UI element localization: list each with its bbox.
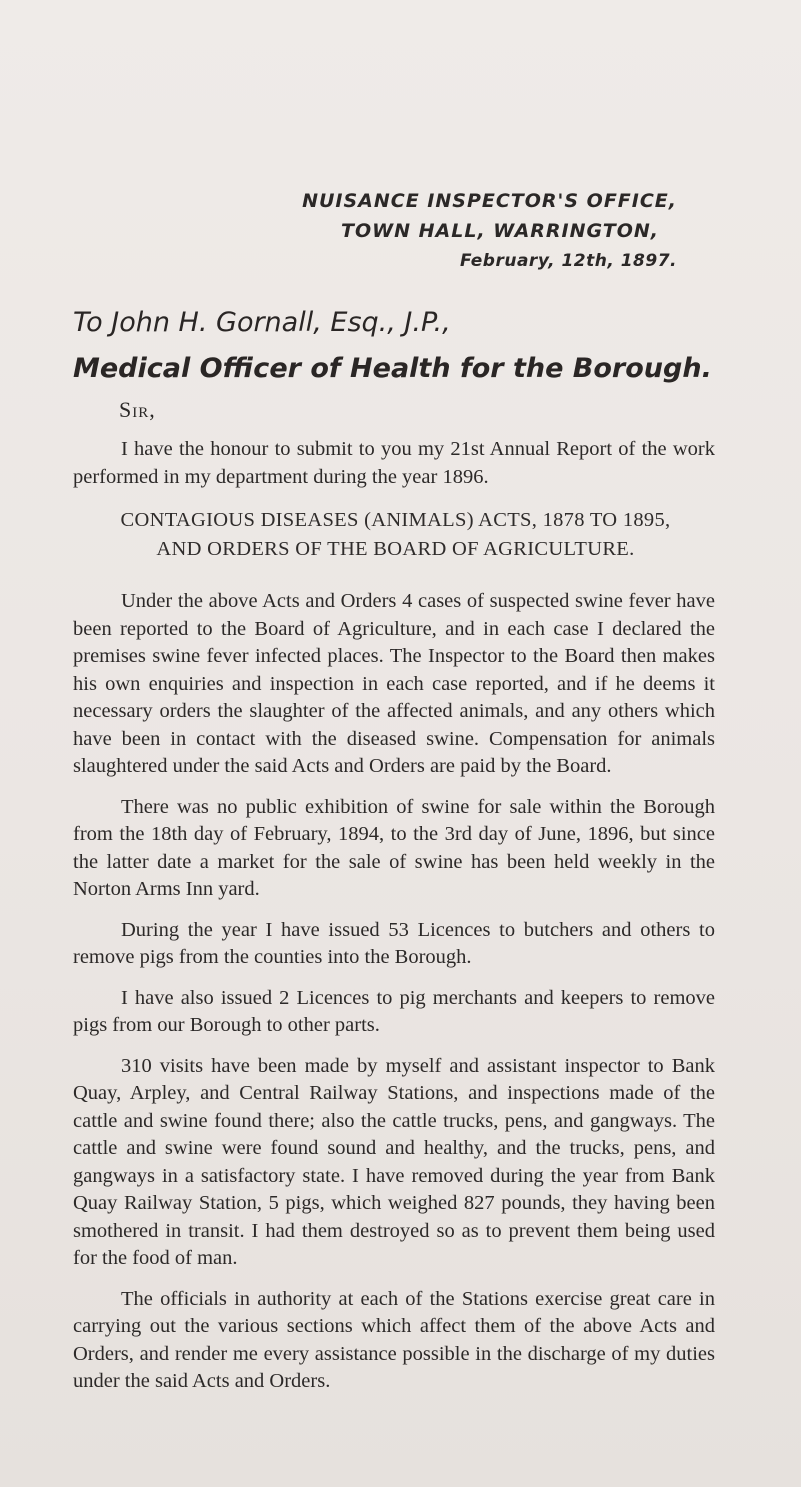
- letterhead: [302, 186, 677, 276]
- main-body: [73, 588, 715, 1409]
- intro-paragraph: I have the honour to submit to you my 21st Annual Report of the work performed in my department during the year 1896.: [73, 438, 715, 488]
- paragraph: I have also issued 2 Licences to pig merchants and keepers to remove pigs from our Borough to other parts.: [73, 986, 715, 1036]
- paragraph: 310 visits have been made by myself and assistant inspector to Bank Quay, Arpley, and Central Railway Stations, and inspections made of the cattle and swine found there; also the cattle trucks, pens, and gangways. The cattle and swine were found sound and healthy, and the trucks, pens, and gangways in a satisfactory state. I have removed during the year from Bank Quay Railway Station, 5 pigs, which weighed 827 pounds, they having been smothered in transit. I had them destroyed so as to prevent them being used for the food of man.: [73, 1054, 715, 1269]
- paragraph: There was no public exhibition of swine for sale within the Borough from the 18th day of February, 1894, to the 3rd day of June, 1896, but since the latter date a market for the sale of swine has been held weekly in the Norton Arms Inn yard.: [73, 795, 715, 900]
- section-heading-line1: CONTAGIOUS DISEASES (ANIMALS) ACTS, 1878 TO 1895,: [120, 509, 671, 531]
- addressee-name: To John H. Gornall, Esq., J.P.,: [73, 307, 451, 338]
- paragraph: During the year I have issued 53 Licences to butchers and others to remove pigs from the counties into the Borough.: [73, 918, 715, 968]
- office-address: TOWN HALL, WARRINGTON,: [341, 220, 659, 242]
- addressee-block: [73, 300, 712, 392]
- paragraph: The officials in authority at each of the Stations exercise great care in carrying out the various sections which affect them of the above Acts and Orders, and render me every assistance possible in the discharge of my duties under the said Acts and Orders.: [73, 1287, 715, 1392]
- office-name: NUISANCE INSPECTOR'S OFFICE,: [302, 190, 677, 212]
- salutation: Sir,: [119, 397, 156, 422]
- paragraph: Under the above Acts and Orders 4 cases of suspected swine fever have been reported to the Board of Agriculture, and in each case I declared the premises swine fever infected places. The Inspector to the Board then makes his own enquiries and inspection in each case reported, and if he deems it necessary orders the slaughter of the affected animals, and any others which have been in contact with the diseased swine. Compensation for animals slaughtered under the said Acts and Orders are paid by the Board.: [73, 590, 715, 777]
- section-heading-line2: AND ORDERS OF THE BOARD OF AGRICULTURE.: [156, 538, 635, 560]
- letter-date: February, 12th, 1897.: [459, 251, 677, 271]
- section-heading: [73, 506, 718, 564]
- intro-section: [73, 436, 715, 504]
- addressee-title: Medical Officer of Health for the Borough.: [73, 353, 712, 384]
